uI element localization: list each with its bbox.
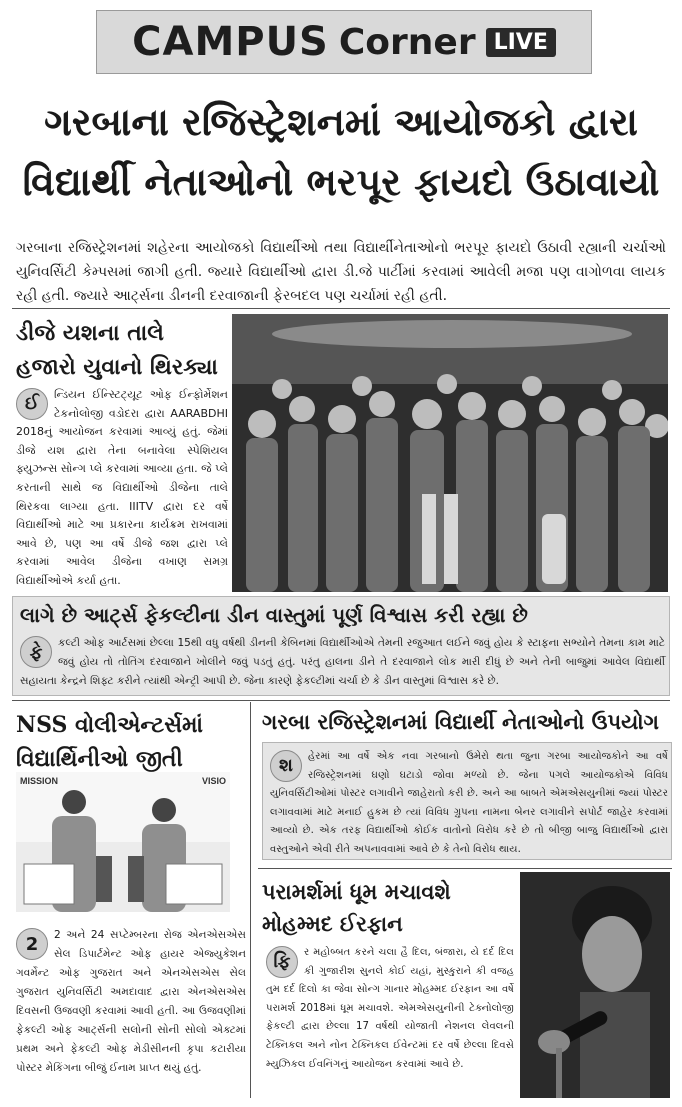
banner-mission-text: MISSION: [20, 776, 59, 786]
section-irfan-heading-line-2: મોહમ્મદ ઈરફાન: [262, 911, 403, 936]
section-dj-heading-line-2: હજારો યુવાનો થિરક્યા: [16, 354, 218, 380]
section-dj-body: [16, 386, 228, 591]
winners-illustration: [16, 772, 230, 912]
headline: [10, 92, 672, 212]
dropcap: શ: [270, 750, 302, 782]
crowd-photo: [232, 314, 668, 592]
headline-line-1: ગરબાના રજિસ્ટ્રેશનમાં આયોજકો દ્વારા: [44, 99, 638, 144]
section-garba-heading: ગરબા રજિસ્ટ્રેશનમાં વિદ્યાર્થી નેતાઓનો ઉપયોગ: [262, 709, 659, 734]
section-nss-heading-line-2: વિદ્યાર્થિનીઓ જીતી: [16, 746, 183, 772]
divider: [12, 700, 670, 701]
crowd-illustration: [232, 314, 668, 592]
dropcap: ફિ: [266, 946, 298, 978]
brand-corner: Corner: [338, 21, 476, 63]
section-dean-heading: લાગે છે આર્ટ્સ ફેકલ્ટીના ડીન વાસ્તુમાં પૂર્ણ વિશ્વાસ કરી રહ્યા છે: [20, 603, 528, 627]
section-nss-body: [16, 926, 246, 1078]
live-badge: LIVE: [486, 28, 556, 57]
section-dean-body: [20, 634, 665, 691]
section-dj-heading: [16, 316, 226, 384]
section-dj-heading-line-1: ડીજે યશના તાલે: [16, 320, 164, 346]
section-nss-heading: [16, 708, 246, 776]
masthead: [96, 10, 592, 74]
intro-paragraph: ગરબાના રજિસ્ટ્રેશનમાં શહેરના આયોજકો વિદ્યાર્થીઓ તથા વિદ્યાર્થીનેતાઓનો ભરપૂર ફાયદો ઉઠાવી રહ્યાની ચર્ચાઓ યુનિવર્સિટી કેમ્પસમાં જાગી હતી. જ્યારે વિદ્યાર્થીઓ દ્વારા ડી.જે પાર્ટીમાં કરવામાં આવેલી મજા પણ વાગોળવા લાયક રહી હતી. જ્યારે આર્ટ્સના ડીનની દરવાજાની ફેરબદલ પણ ચર્ચામાં રહી હતી.: [16, 240, 666, 304]
dropcap: ફે: [20, 636, 52, 668]
section-irfan-body: [266, 944, 514, 1074]
divider: [12, 308, 670, 309]
section-irfan-text: ર મહોબ્બત કરને ચલા હૈ દિલ, બંજારા, યે દર્દ દિલ કી ગુજારીશ સુનલે કોઈ યહાં, મુસ્કુરાને કી વજહ તુમ દર્દ દિલો કા જેવા સોન્ગ ગાનાર મોહમ્મદ ઈરફાન આ વર્ષે પરામર્શ 2018માં ધૂમ મચાવશે. એમએસયુનીની ટેક્નોલોજી ફેકલ્ટી દ્વારા છેલ્લા 17 વર્ષથી યોજાતી નેશનલ લેવલની ટેક્નિકલ અને નોન ટેક્નિકલ ઈવેન્ટમાં દર વર્ષે છેલ્લા દિવસે મ્યુઝિકલ ઈવનિંગનું આયોજન કરવામાં આવે છે.: [266, 947, 514, 1070]
singer-photo: [520, 872, 670, 1098]
section-nss-text: 2 અને 24 સપ્ટેમ્બરના રોજ એનએસએસ સેલ ડિપાર્ટમેન્ટ ઓફ હાયર એજ્યુકેશન ગવર્મેન્ટ ઓફ ગુજરાત અને એનએસએસ સેલ ગુજરાત યુનિવર્સિટી અમદાવાદ દ્વારા એનએસએસ દિવસની ઉજવણી કરવામાં આવી હતી. આ ઉજવણીમાં ફેકલ્ટી ઓફ આર્ટ્સની સલોની સોની સોલો એક્ટમાં પ્રથમ અને ફેકલ્ટી ઓફ મેડીસીનની કૃપા કટારીયા પોસ્ટર મેકિંગના બીજું ઈનામ પ્રાપ્ત થયું હતું.: [16, 929, 246, 1074]
section-garba-body: [270, 748, 668, 860]
headline-line-2: વિદ્યાર્થી નેતાઓનો ભરપૂર ફાયદો ઉઠાવાયો: [22, 159, 660, 204]
section-dj-text: ન્ડિયન ઈન્સ્ટિટ્યૂટ ઓફ ઈન્ફોર્મેશન ટેકનોલોજી વડોદરા દ્વારા AARABDHI 2018નું આયોજન કરવામાં આવ્યું હતું. જેમાં ડીજે યશ દ્વારા તેના બનાવેલા સ્પેશિયલ ફ્યુઝન્સ સોન્ગ પ્લે કરવામાં આવ્યા હતા. જે પ્લે કરતાની સાથે જ વિદ્યાર્થીઓ ડીજેના તાલે થિરકવા લાગ્યા હતા. IIITV દ્વારા દર વર્ષે વિદ્યાર્થીઓ માટે આ પ્રકારના કાર્યક્રમ રાખવામાં આવે છે, પણ આ વર્ષે ડીજે જશ દ્વારા પ્લે કરવામાં આવેલ ડીજેના વખાણ સમગ્ર વિદ્યાર્થીઓએ કર્યા હતા.: [16, 388, 228, 587]
winners-photo: [16, 772, 230, 912]
dropcap: 2: [16, 928, 48, 960]
singer-illustration: [520, 872, 670, 1098]
divider: [258, 868, 672, 869]
section-dean-text: કલ્ટી ઓફ આર્ટસમાં છેલ્લા 15થી વધુ વર્ષથી ડીનની કેબિનમાં વિદ્યાર્થીઓએ તેમની રજુઆત લઈને જવું હોય કે સ્ટાફના સભ્યોને તેમના કામ માટે જવું હોય તો તોતિંગ દરવાજાને ખોલીને જવું પડતું હતું. પરંતુ હાલના ડીને તે દરવાજાને લોક મારી દીધું છે અને તેની બાજુમાં આવેલ વિદ્યાર્થી સહાયતા કેન્દ્રને શિફ્ટ કરીને ત્યાંથી એન્ટ્રી આપી છે. જેના કારણે ફેકલ્ટીમાં ચર્ચા છે કે ડીન વાસ્તુમાં વિશ્વાસ કરે છે.: [20, 637, 665, 687]
section-garba-text: હેરમાં આ વર્ષે એક નવા ગરબાનો ઉમેરો થતા જુના ગરબા આયોજકોને આ વર્ષે રજિસ્ટ્રેશનમાં ઘણો ઘટાડો જોવા મળ્યો છે. જેના પગલે આયોજકોએ વિવિધ યુનિવર્સિટીઓમાં પોસ્ટર લગાવીને જાહેરાતો કરી છે. અને આ બાબતે એમએસયુનીમાં જ્યાં પોસ્ટર લગાવવામાં માટે મનાઈ હુકમ છે ત્યાં વિવિધ ગ્રુપના નામના બેનર લગાવીને સપોર્ટ જાહેર કરવામાં આવ્યો છે. એક તરફ વિદ્યાર્થીઓ કોઈક વાતોનો વિરોધ કરે છે તો બીજી બાજુ વિદ્યાર્થીઓ દ્વારા વસ્તુઓને એવી રીતે અપનાવવામાં આવે છે કે તેનો વિરોધ થાય.: [270, 751, 668, 855]
section-nss-heading-line-1: NSS વોલીએન્ટર્સમાં: [16, 712, 203, 738]
brand-campus: CAMPUS: [132, 19, 329, 65]
section-irfan-heading: [262, 876, 512, 940]
column-divider: [250, 702, 251, 1098]
section-irfan-heading-line-1: પરામર્શમાં ધૂમ મચાવશે: [262, 879, 451, 904]
banner-vision-text: VISIO: [202, 776, 227, 786]
dropcap: ઈ: [16, 388, 48, 420]
